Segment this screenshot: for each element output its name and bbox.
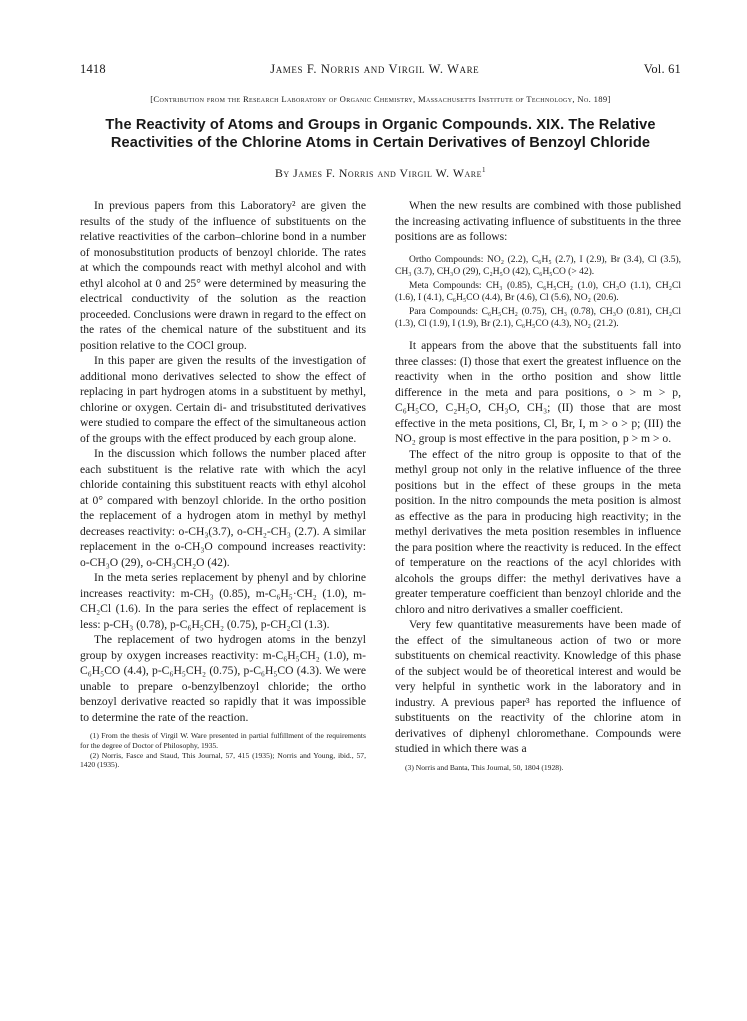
paragraph: In the meta series replacement by phenyl and by chlorine increases reactivity: m-CH₃ (0.85), m-C₆H₅·CH₂ (1.0), m-CH₂Cl (1.6). In the para series the effect of replacement is less: p-CH₃ (0.78), p-C₆H₅CH₂ (0.75), p-CH₂Cl (1.3).	[80, 571, 366, 631]
paragraph: The effect of the nitro group is opposite to that of the methyl group not only in the relative influence of the three positions but in the effect of these groups in the meta position. In the nitro compounds the meta position is almost as effective as the para in producing high reactivity; in the methyl derivatives the meta position resembles in influence the para position where the reactivity is reduced. In the effect of temperature on the reactions of the acyl chlorides with alcohols the groups differ: the methyl derivatives have a greater temperature coefficient than benzoyl chloride and the chloro and nitro derivatives a smaller coefficient.	[395, 447, 681, 616]
body-columns	[80, 198, 681, 772]
byline-footnote-marker: 1	[481, 166, 486, 175]
article-title: The Reactivity of Atoms and Groups in Organic Compounds. XIX. The Relative Reactivities of the Chlorine Atoms in Certain Derivatives of Benzoyl Chloride	[105, 117, 656, 151]
meta-compounds-list: Meta Compounds: CH₃ (0.85), C₆H₅CH₂ (1.0), CH₃O (1.1), CH₂Cl (1.6), I (4.1), C₆H₅CO (4.4), Br (4.6), Cl (5.6), NO₂ (20.6).	[395, 280, 681, 304]
ortho-compounds-list: Ortho Compounds: NO₂ (2.2), C₆H₅ (2.7), I (2.9), Br (3.4), Cl (3.5), CH₃ (3.7), CH₃O (29), C₂H₅O (42), C₆H₅CO (> 42).	[395, 254, 681, 278]
contribution-note: [Contribution from the Research Laboratory of Organic Chemistry, Massachusetts Institute of Technology, No. 189]	[150, 94, 611, 104]
paragraph: Very few quantitative measurements have been made of the effect of the simultaneous action of two or more substituents on chemical reactivity. Knowledge of this phase of the subject would be of theoretical interest and would be very helpful in synthetic work in the laboratory and in industry. A previous paper³ has reported the influence of substituents on the reactivity of the chlorine atom in derivatives of diphenyl chloromethane. Compounds were studied in which there was a	[395, 618, 681, 756]
left-column	[80, 198, 366, 772]
byline	[80, 166, 681, 181]
volume-number: Vol. 61	[643, 62, 681, 76]
footnote-1: (1) From the thesis of Virgil W. Ware presented in partial fulfillment of the requirements for the degree of Doctor of Philosophy, 1935.	[80, 731, 366, 750]
running-head	[80, 62, 681, 77]
paragraph: In the discussion which follows the number placed after each substituent is the relative rate with which the acyl chloride containing this substituent reacts with ethyl alcohol at 0° compared with benzoyl chloride. In the ortho position the replacement of a hydrogen atom in methyl by methyl decreases reactivity: o-CH₃(3.7), o-CH₂-CH₃ (2.7). A similar replacement in the o-CH₃O compound increases reactivity: o-CH₃O (29), o-CH₃CH₂O (42).	[80, 447, 366, 569]
paragraph: When the new results are combined with those published the increasing activating influence of substituents in the three positions are as follows:	[395, 199, 681, 243]
paragraph: It appears from the above that the substituents fall into three classes: (I) those that exert the greatest influence on the reactivity when in the ortho position and show little difference in the meta and para positions, o > m > p, C₆H₅CO, C₂H₅O, CH₃O, CH₃; (II) those that are most effective in the meta positions, Cl, Br, I, m > o > p; (III) the NO₂ group is most effective in the para position, p > m > o.	[395, 339, 681, 446]
right-column	[395, 198, 681, 772]
paragraph: In this paper are given the results of the investigation of additional mono derivatives selected to show the effect of replacing in part hydrogen atoms in a substituent by methyl, chlorine or oxygen. Certain di- and trisubstituted derivatives were studied to compare the effect of the simultaneous action of the groups with the effect produced by each group alone.	[80, 354, 366, 445]
page-number: 1418	[80, 62, 106, 76]
running-head-authors: James F. Norris and Virgil W. Ware	[270, 62, 480, 76]
para-compounds-list: Para Compounds: C₆H₅CH₂ (0.75), CH₃ (0.78), CH₃O (0.81), CH₂Cl (1.3), Cl (1.9), I (1.9), Br (2.1), C₆H₅CO (4.3), NO₂ (21.2).	[395, 306, 681, 330]
byline-authors: By James F. Norris and Virgil W. Ware	[275, 166, 482, 180]
footnotes-left	[80, 731, 366, 770]
footnote-2: (2) Norris, Fasce and Staud, This Journal, 57, 415 (1935); Norris and Young, ibid., 57, 1420 (1935).	[80, 750, 366, 770]
footnote-3: (3) Norris and Banta, This Journal, 50, 1804 (1928).	[405, 762, 564, 772]
paragraph: In previous papers from this Laboratory² are given the results of the study of the influence of substituents on the relative reactivities of the carbon–chlorine bond in a number of monosubstitution products of benzoyl chloride. The rates at which the compounds react with methyl alcohol and with ethyl alcohol at 0 and 25° were determined by measuring the electrical conductivity of the solution as the reaction proceeded. Conclusions were drawn in regard to the effect on the rates of the chemical nature of the substituent and its position relative to the COCl group.	[80, 199, 366, 352]
paragraph: The replacement of two hydrogen atoms in the benzyl group by oxygen increases reactivity: m-C₆H₅CH₂ (1.0), m-C₆H₅CO (4.4), p-C₆H₅CH₂ (0.75), p-C₆H₅CO (4.3). We were unable to prepare o-benzylbenzoyl chloride; the ortho benzoyl derivative reacted so rapidly that it was impossible to determine the rate of the reaction.	[80, 633, 366, 724]
